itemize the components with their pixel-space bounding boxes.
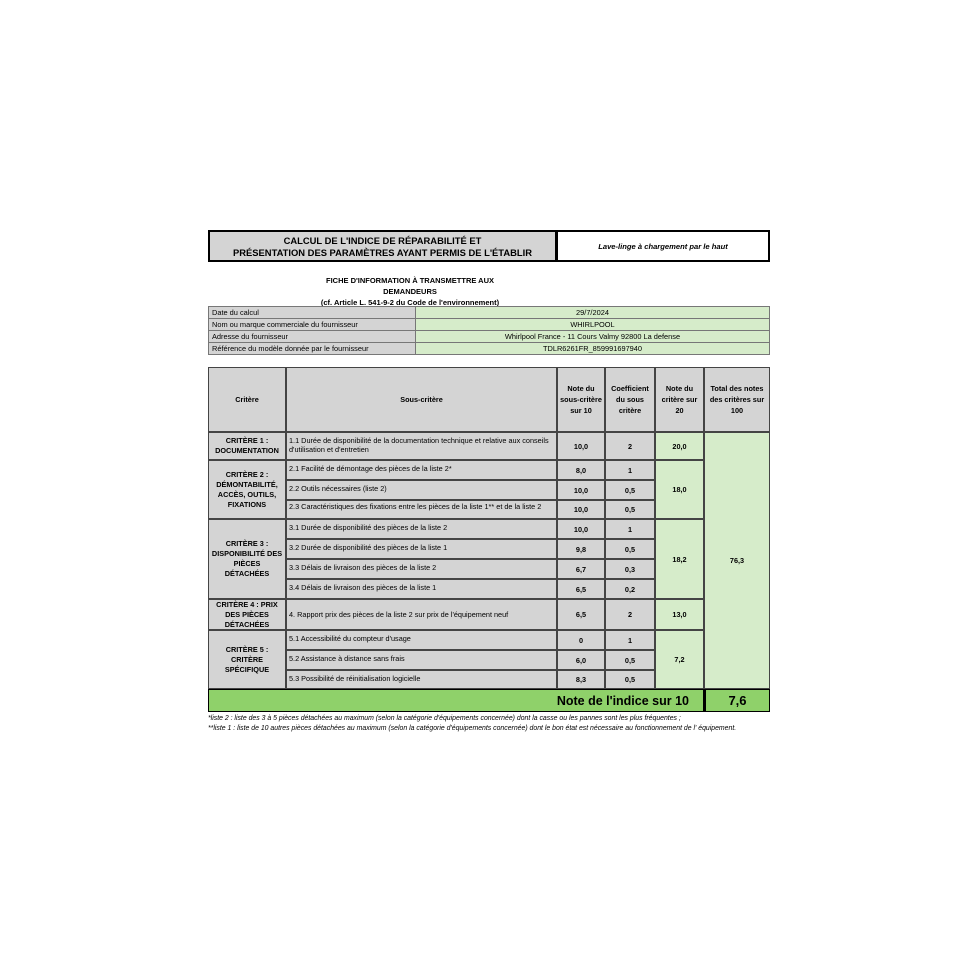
score-criterion-1: 20,0 — [655, 432, 704, 460]
header-coefficient: Coefficient du sous critère — [605, 367, 655, 432]
note-3-1: 10,0 — [557, 519, 605, 539]
info-label: Nom ou marque commerciale du fournisseur — [209, 319, 416, 331]
info-row — [209, 307, 770, 319]
header-sous-critere: Sous-critère — [286, 367, 557, 432]
subcriterion-3-1: 3.1 Durée de disponibilité des pièces de la liste 2 — [286, 519, 557, 539]
info-row — [209, 319, 770, 331]
coef-5-1: 1 — [605, 630, 655, 650]
subcriterion-2-3: 2.3 Caractéristiques des fixations entre les pièces de la liste 1** et de la liste 2 — [286, 500, 557, 519]
coef-4: 2 — [605, 599, 655, 630]
title-line-2: PRÉSENTATION DES PARAMÈTRES AYANT PERMIS DE L'ÉTABLIR — [233, 247, 532, 258]
note-3-2: 9,8 — [557, 539, 605, 559]
coef-3-4: 0,2 — [605, 579, 655, 599]
score-criterion-3: 18,2 — [655, 519, 704, 599]
header-critere: Critère — [208, 367, 286, 432]
subcriterion-2-1: 2.1 Facilité de démontage des pièces de la liste 2* — [286, 460, 557, 480]
note-5-3: 8,3 — [557, 670, 605, 689]
info-value: 29/7/2024 — [416, 307, 770, 319]
final-index-value: 7,6 — [704, 689, 770, 712]
criterion-2: CRITÈRE 2 : DÉMONTABILITÉ, ACCÈS, OUTILS, FIXATIONS — [208, 460, 286, 519]
supplier-info-table — [208, 306, 770, 355]
info-value: TDLR6261FR_859991697940 — [416, 343, 770, 355]
product-category: Lave-linge à chargement par le haut — [557, 230, 770, 262]
coef-2-2: 0,5 — [605, 480, 655, 500]
info-label: Adresse du fournisseur — [209, 331, 416, 343]
coef-2-3: 0,5 — [605, 500, 655, 519]
header-note-sous-critere: Note du sous-critère sur 10 — [557, 367, 605, 432]
subcriterion-3-3: 3.3 Délais de livraison des pièces de la liste 2 — [286, 559, 557, 579]
subcriterion-4: 4. Rapport prix des pièces de la liste 2 sur prix de l'équipement neuf — [286, 599, 557, 630]
note-2-2: 10,0 — [557, 480, 605, 500]
note-2-3: 10,0 — [557, 500, 605, 519]
title-line-1: CALCUL DE L'INDICE DE RÉPARABILITÉ ET — [283, 235, 482, 246]
fiche-line-2: (cf. Article L. 541-9-2 du Code de l'environnement) — [320, 298, 500, 307]
coef-5-2: 0,5 — [605, 650, 655, 670]
note-3-4: 6,5 — [557, 579, 605, 599]
info-row — [209, 331, 770, 343]
subcriterion-2-2: 2.2 Outils nécessaires (liste 2) — [286, 480, 557, 500]
score-criterion-2: 18,0 — [655, 460, 704, 519]
subcriterion-1-1: 1.1 Durée de disponibilité de la documentation technique et relative aux conseils d'utilisation et d'entretien — [286, 432, 557, 460]
note-4: 6,5 — [557, 599, 605, 630]
header-total: Total des notes des critères sur 100 — [704, 367, 770, 432]
criterion-3: CRITÈRE 3 : DISPONIBILITÉ DES PIÈCES DÉTACHÉES — [208, 519, 286, 599]
coef-5-3: 0,5 — [605, 670, 655, 689]
final-index-label: Note de l'indice sur 10 — [208, 689, 704, 712]
subcriterion-5-1: 5.1 Accessibilité du compteur d'usage — [286, 630, 557, 650]
criterion-4: CRITÈRE 4 : PRIX DES PIÈCES DÉTACHÉES — [208, 599, 286, 630]
footnote-liste-2: *liste 2 : liste des 3 à 5 pièces détachées au maximum (selon la catégorie d'équipements concernée) dont la casse ou les pannes sont les plus fréquentes ; — [208, 715, 681, 722]
subcriterion-5-3: 5.3 Possibilité de réinitialisation logicielle — [286, 670, 557, 689]
total-score: 76,3 — [704, 432, 770, 689]
note-5-2: 6,0 — [557, 650, 605, 670]
coef-1-1: 2 — [605, 432, 655, 460]
note-5-1: 0 — [557, 630, 605, 650]
info-label: Date du calcul — [209, 307, 416, 319]
info-row — [209, 343, 770, 355]
note-2-1: 8,0 — [557, 460, 605, 480]
score-criterion-5: 7,2 — [655, 630, 704, 689]
coef-3-1: 1 — [605, 519, 655, 539]
subcriterion-5-2: 5.2 Assistance à distance sans frais — [286, 650, 557, 670]
note-3-3: 6,7 — [557, 559, 605, 579]
subcriterion-3-4: 3.4 Délais de livraison des pièces de la liste 1 — [286, 579, 557, 599]
info-label: Référence du modèle donnée par le fournisseur — [209, 343, 416, 355]
note-1-1: 10,0 — [557, 432, 605, 460]
coef-3-2: 0,5 — [605, 539, 655, 559]
document-title — [208, 230, 557, 262]
score-criterion-4: 13,0 — [655, 599, 704, 630]
coef-2-1: 1 — [605, 460, 655, 480]
header-note-critere: Note du critère sur 20 — [655, 367, 704, 432]
footnote-liste-1: **liste 1 : liste de 10 autres pièces détachées au maximum (selon la catégorie d'équipements concernée) dont le bon état est nécessaire au fonctionnement de l' équipement. — [208, 725, 737, 732]
info-value: WHIRLPOOL — [416, 319, 770, 331]
subcriterion-3-2: 3.2 Durée de disponibilité des pièces de la liste 1 — [286, 539, 557, 559]
fiche-heading — [300, 275, 520, 308]
info-value: Whirlpool France - 11 Cours Valmy 92800 La defense — [416, 331, 770, 343]
criterion-1: CRITÈRE 1 : DOCUMENTATION — [208, 432, 286, 460]
coef-3-3: 0,3 — [605, 559, 655, 579]
criterion-5: CRITÈRE 5 : CRITÈRE SPÉCIFIQUE — [208, 630, 286, 689]
fiche-line-1: FICHE D'INFORMATION À TRANSMETTRE AUX DEMANDEURS — [325, 276, 495, 296]
